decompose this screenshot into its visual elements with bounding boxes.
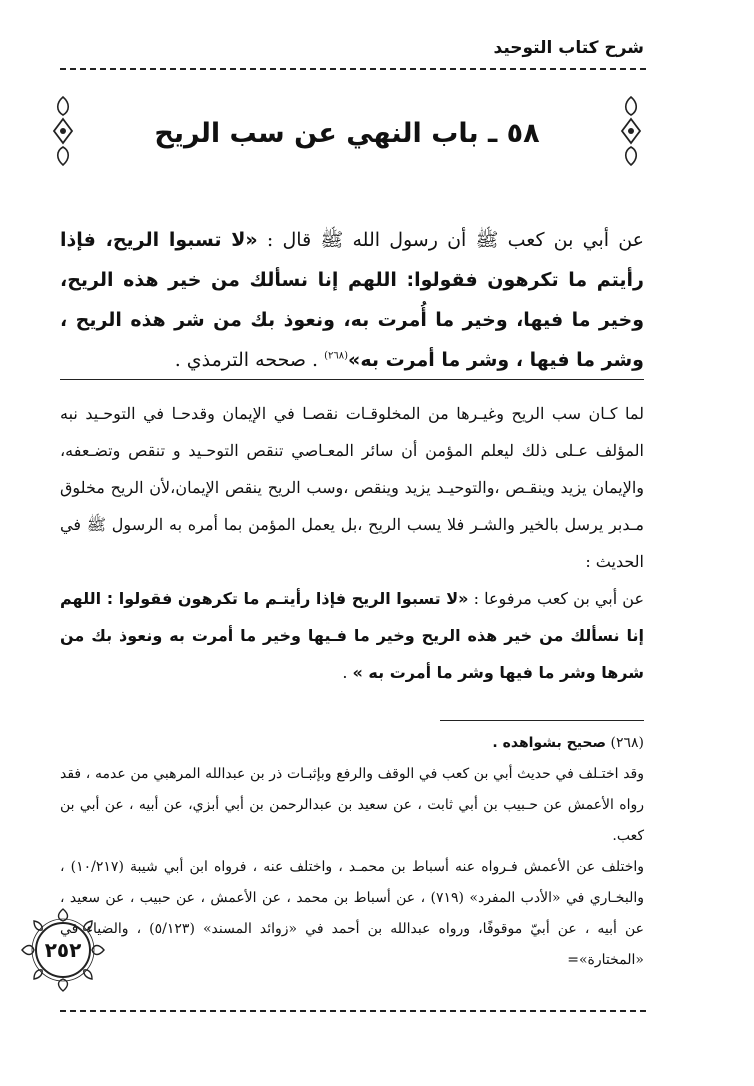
commentary xyxy=(60,395,644,691)
hadith-ref: (٢٦٨) xyxy=(324,350,349,362)
footnote-divider xyxy=(440,720,644,721)
hadith-body: «لا تسبوا الريح، فإذا رأيتم ما تكرهون فقولوا: اللهم إنا نسألك من خير هذه الريح، وخير ما فيها، وخير ما أُمرت به، ونعوذ بك من شر هذه الريح ، وشر ما فيها ، وشر ما أمرت به» xyxy=(60,229,644,371)
footnote-number: (٢٦٨) xyxy=(610,735,644,751)
footnote-grade: صحيح بشواهده . xyxy=(492,735,607,751)
footnote-heading xyxy=(60,728,644,759)
header-divider xyxy=(60,68,646,70)
page-number: ٢٥٢ xyxy=(44,938,82,962)
commentary-hadith-intro: عن أبي بن كعب مرفوعا : xyxy=(473,589,644,608)
footnote-paragraph-1: وقد اختـلف في حديث أبي بن كعب في الوقف والرفع وبإثبـات ذر بن عبدالله المرهبي من عدمه ، فقد رواه الأعمش عن حـبيب بن أبي ثابت ، عن سعيد بن عبدالرحمن بن أبي أبزي، عن أبيه ، عن أبي بن كعب. xyxy=(60,766,644,844)
footnotes xyxy=(60,728,644,976)
chapter-title: ٥٨ ـ باب النهي عن سب الريح xyxy=(154,118,540,149)
hadith-intro: عن أبي بن كعب ﷺ أن رسول الله ﷺ قال : xyxy=(266,229,645,251)
hadith-grading: . صححه الترمذي . xyxy=(174,349,319,371)
footnote-paragraph-2: واختلف عن الأعمش فـرواه عنه أسباط بن محمـد ، واختلف عنه ، فرواه ابن أبي شيبة (١٠/٢١٧) ، والبخـاري في «الأدب المفرد» (٧١٩) ، عن أسباط بن محمد ، عن الأعمش ، عن حبيب ، عن سعيد ، عن أبيه ، عن أبيّ موقوفًا، ورواه عبدالله بن أحمد في «زوائد المسند» (٥/١٢٣) ، والضياء في «المختارة»= xyxy=(60,859,644,968)
ornament-right-icon xyxy=(618,95,644,167)
commentary-hadith xyxy=(60,580,644,691)
footer-divider xyxy=(60,1010,646,1012)
commentary-hadith-text: «لا تسبوا الريح فإذا رأيتـم ما تكرهون فقولوا : اللهم إنا نسألك من خير هذه الريح وخير ما فـيها وخير ما أمرت به ونعوذ بك من شرها وشر ما فيها وشر ما أمرت به » xyxy=(60,589,644,682)
commentary-hadith-end: . xyxy=(342,663,348,682)
commentary-paragraph: لما كـان سب الريح وغيـرها من المخلوقـات نقصـا في الإيمان وقدحـا في التوحـيد نبه المؤلف عـلى ذلك ليعلم المؤمن أن سائر المعـاصي تنقص التوحـيد و تنقص وتضـعفه، والإيمان يزيد وينقـص ،والتوحيـد يزيد وينقص ،وسب الريح ينقص الإيمان،لأن الريح مخلوق مـدبر يرسل بالخير والشـر فلا يسب الريح ،بل يعمل المؤمن بما أمره به الرسول ﷺ في الحديث : xyxy=(60,404,644,571)
running-head: شرح كتاب التوحيد xyxy=(493,38,644,58)
hadith-text xyxy=(60,220,644,380)
section-divider xyxy=(60,379,644,380)
ornament-left-icon xyxy=(50,95,76,167)
